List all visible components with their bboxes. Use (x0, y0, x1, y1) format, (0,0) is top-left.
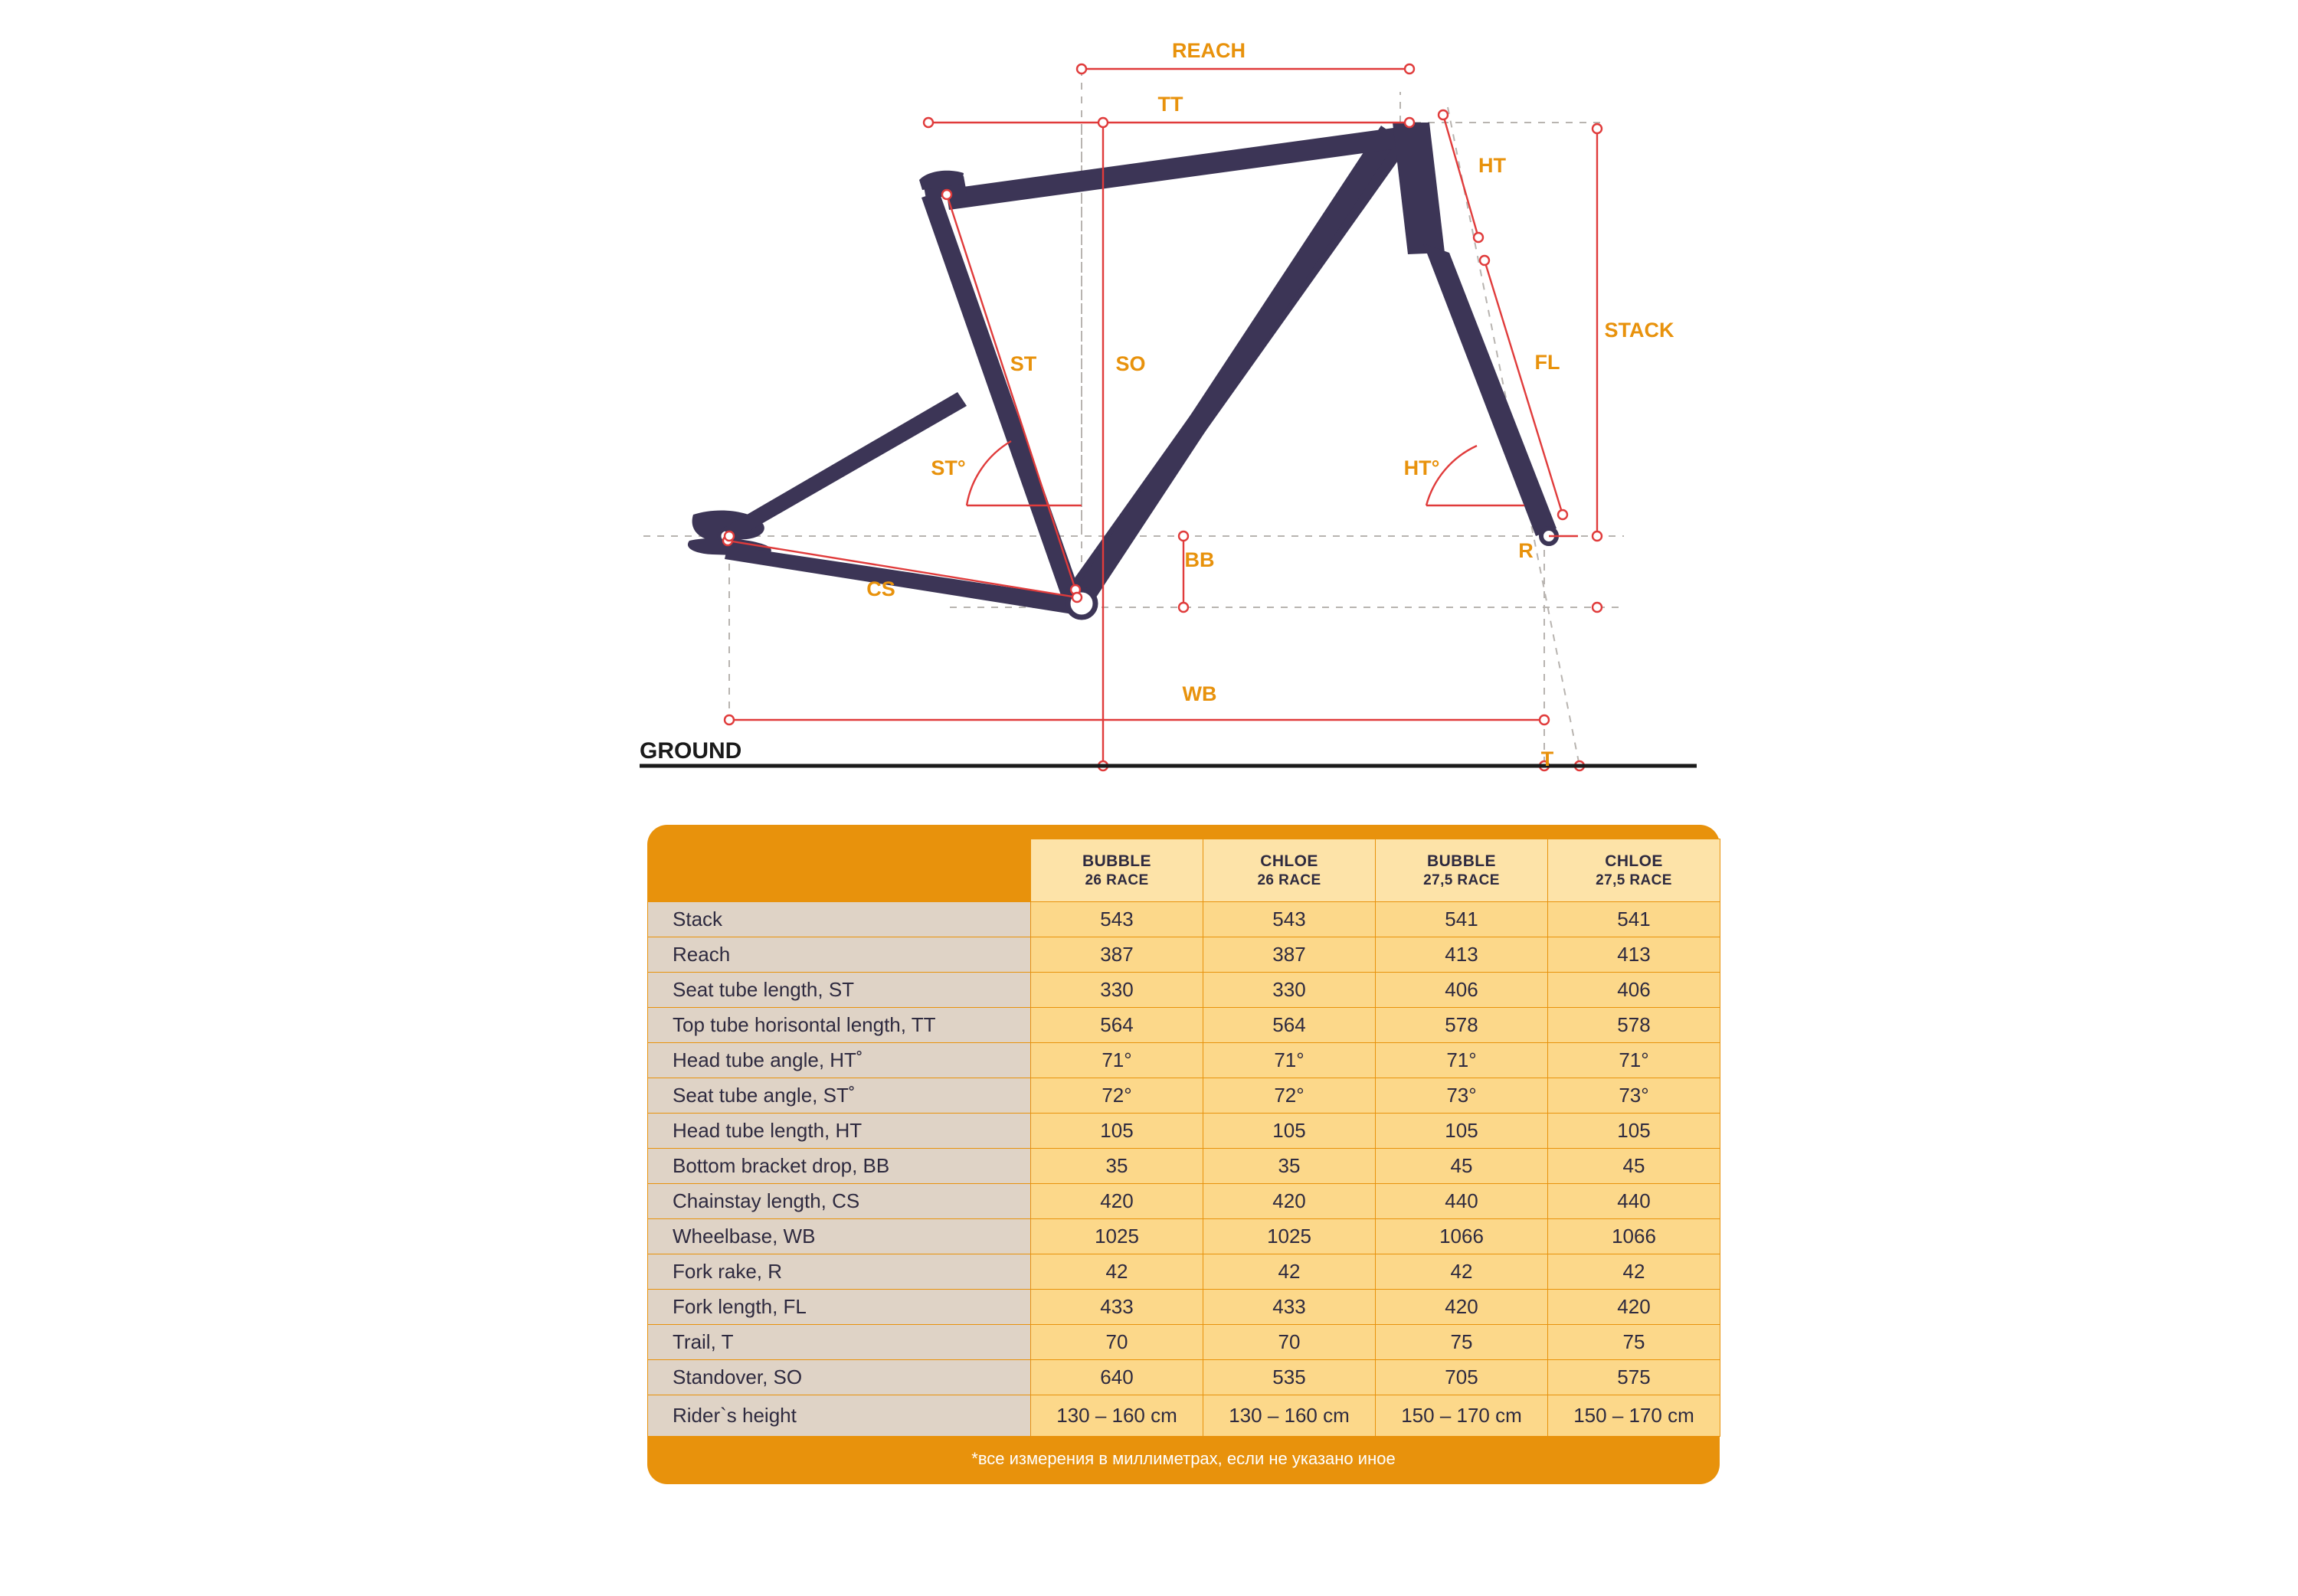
row-label: Chainstay length, CS (648, 1183, 1031, 1218)
row-value: 535 (1203, 1359, 1376, 1395)
row-label: Standover, SO (648, 1359, 1031, 1395)
row-value: 105 (1203, 1113, 1376, 1148)
row-value: 541 (1376, 901, 1548, 937)
label-wb: WB (1182, 682, 1217, 705)
row-value: 433 (1031, 1289, 1203, 1324)
model-name: CHLOE (1260, 852, 1318, 870)
row-value: 105 (1376, 1113, 1548, 1148)
model-name: BUBBLE (1082, 852, 1151, 870)
row-label: Fork rake, R (648, 1254, 1031, 1289)
row-value: 75 (1548, 1324, 1720, 1359)
table-row (648, 1113, 1720, 1148)
column-header-chloe-26 (1203, 839, 1376, 902)
model-variant: 26 RACE (1257, 872, 1321, 888)
table-row (648, 1148, 1720, 1183)
row-value: 42 (1203, 1254, 1376, 1289)
geometry-drawing (0, 0, 2298, 796)
label-fl: FL (1534, 351, 1560, 374)
row-label: Seat tube angle, ST˚ (648, 1078, 1031, 1113)
row-label: Stack (648, 901, 1031, 937)
table-header-row (648, 839, 1720, 902)
row-value: 1066 (1376, 1218, 1548, 1254)
row-value: 73° (1548, 1078, 1720, 1113)
label-ht-angle: HT° (1403, 456, 1440, 479)
row-value: 420 (1376, 1289, 1548, 1324)
label-st: ST (1010, 352, 1037, 375)
row-label: Top tube horisontal length, TT (648, 1007, 1031, 1042)
row-value: 71° (1203, 1042, 1376, 1078)
row-label: Trail, T (648, 1324, 1031, 1359)
row-value: 42 (1548, 1254, 1720, 1289)
table-row (648, 1078, 1720, 1113)
table-row (648, 1359, 1720, 1395)
label-tt: TT (1157, 93, 1183, 116)
row-value: 578 (1548, 1007, 1720, 1042)
row-label: Fork length, FL (648, 1289, 1031, 1324)
row-value: 72° (1203, 1078, 1376, 1113)
model-variant: 27,5 RACE (1423, 872, 1500, 888)
label-r: R (1518, 539, 1534, 562)
row-value: 578 (1376, 1007, 1548, 1042)
row-value: 406 (1376, 972, 1548, 1007)
row-value: 105 (1548, 1113, 1720, 1148)
row-label: Reach (648, 937, 1031, 972)
row-value: 413 (1548, 937, 1720, 972)
row-value: 440 (1376, 1183, 1548, 1218)
row-value: 70 (1203, 1324, 1376, 1359)
label-bb: BB (1184, 548, 1215, 571)
row-value: 1025 (1031, 1218, 1203, 1254)
row-label: Head tube angle, HT˚ (648, 1042, 1031, 1078)
table-row (648, 1289, 1720, 1324)
geometry-spec-table (647, 839, 1720, 1437)
row-value: 705 (1376, 1359, 1548, 1395)
row-value: 71° (1548, 1042, 1720, 1078)
model-variant: 27,5 RACE (1596, 872, 1672, 888)
row-value: 420 (1548, 1289, 1720, 1324)
row-value: 543 (1031, 901, 1203, 937)
row-value: 420 (1203, 1183, 1376, 1218)
column-header-bubble-26 (1031, 839, 1203, 902)
row-value: 640 (1031, 1359, 1203, 1395)
row-value: 413 (1376, 937, 1548, 972)
row-value: 330 (1203, 972, 1376, 1007)
model-name: BUBBLE (1427, 852, 1496, 870)
row-value: 71° (1376, 1042, 1548, 1078)
geometry-spec-card (647, 825, 1720, 1484)
row-value: 73° (1376, 1078, 1548, 1113)
row-label: Head tube length, HT (648, 1113, 1031, 1148)
row-label: Wheelbase, WB (648, 1218, 1031, 1254)
row-value: 564 (1203, 1007, 1376, 1042)
table-row (648, 972, 1720, 1007)
label-so: SO (1115, 352, 1146, 375)
label-t: T (1540, 747, 1554, 770)
table-row (648, 1042, 1720, 1078)
row-value: 75 (1376, 1324, 1548, 1359)
row-value: 71° (1031, 1042, 1203, 1078)
row-value: 387 (1203, 937, 1376, 972)
row-value: 564 (1031, 1007, 1203, 1042)
row-value: 387 (1031, 937, 1203, 972)
row-value: 42 (1376, 1254, 1548, 1289)
row-value: 42 (1031, 1254, 1203, 1289)
label-ht: HT (1478, 154, 1506, 177)
table-row (648, 1007, 1720, 1042)
table-row (648, 1183, 1720, 1218)
row-value: 440 (1548, 1183, 1720, 1218)
row-value: 130 – 160 cm (1031, 1395, 1203, 1436)
row-value: 575 (1548, 1359, 1720, 1395)
table-row (648, 901, 1720, 937)
table-row (648, 1324, 1720, 1359)
row-label: Seat tube length, ST (648, 972, 1031, 1007)
row-value: 70 (1031, 1324, 1203, 1359)
row-label: Bottom bracket drop, BB (648, 1148, 1031, 1183)
row-value: 541 (1548, 901, 1720, 937)
column-header-bubble-275 (1376, 839, 1548, 902)
row-value: 45 (1548, 1148, 1720, 1183)
row-label: Rider`s height (648, 1395, 1031, 1436)
ground-label: GROUND (640, 738, 742, 764)
row-value: 1066 (1548, 1218, 1720, 1254)
label-stack: STACK (1604, 319, 1674, 342)
row-value: 35 (1031, 1148, 1203, 1183)
table-row (648, 1254, 1720, 1289)
table-row (648, 1218, 1720, 1254)
label-cs: CS (866, 577, 895, 600)
row-value: 543 (1203, 901, 1376, 937)
row-value: 330 (1031, 972, 1203, 1007)
header-spacer (648, 839, 1031, 902)
label-st-angle: ST° (931, 456, 966, 479)
model-variant: 26 RACE (1085, 872, 1149, 888)
row-value: 433 (1203, 1289, 1376, 1324)
row-value: 420 (1031, 1183, 1203, 1218)
row-value: 105 (1031, 1113, 1203, 1148)
row-value: 406 (1548, 972, 1720, 1007)
row-value: 72° (1031, 1078, 1203, 1113)
label-reach: REACH (1171, 39, 1246, 62)
units-footnote: *все измерения в миллиметрах, если не указано иное (971, 1448, 1396, 1468)
rider-height-row (648, 1395, 1720, 1436)
card-top-padding (647, 825, 1720, 839)
model-name: CHLOE (1605, 852, 1663, 870)
row-value: 150 – 170 cm (1548, 1395, 1720, 1436)
row-value: 130 – 160 cm (1203, 1395, 1376, 1436)
bike-geometry-diagram (0, 0, 2298, 796)
table-row (648, 937, 1720, 972)
column-header-chloe-275 (1548, 839, 1720, 902)
row-value: 45 (1376, 1148, 1548, 1183)
row-value: 1025 (1203, 1218, 1376, 1254)
row-value: 35 (1203, 1148, 1376, 1183)
row-value: 150 – 170 cm (1376, 1395, 1548, 1436)
